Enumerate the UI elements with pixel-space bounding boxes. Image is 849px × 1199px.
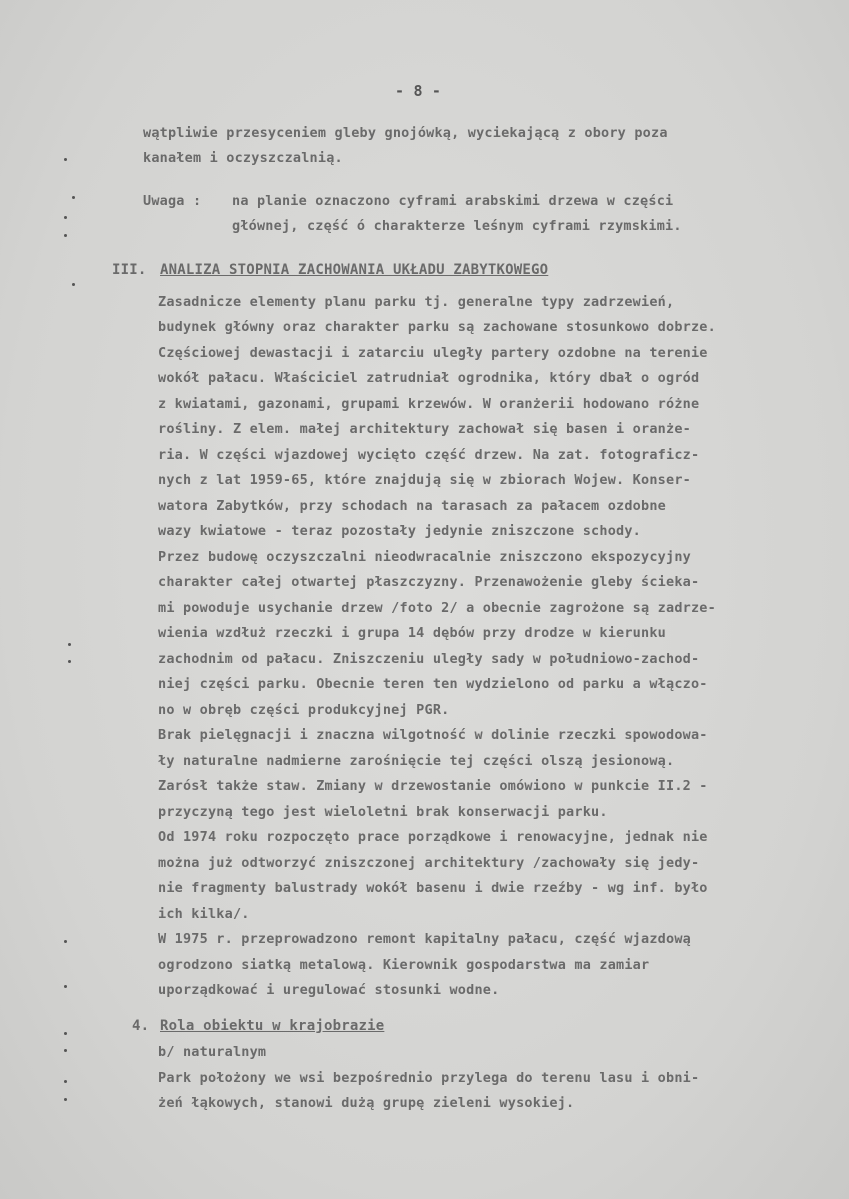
- note-line: na planie oznaczono cyframi arabskimi drzewa w części: [232, 193, 674, 209]
- margin-mark: [68, 643, 71, 646]
- page-number: - 8 -: [395, 82, 442, 100]
- text-line: uporządkować i uregulować stosunki wodne.: [158, 982, 500, 998]
- section-number: 4.: [132, 1018, 150, 1034]
- text-line: Przez budowę oczyszczalni nieodwracalnie zniszczono ekspozycyjny: [158, 549, 691, 565]
- note-label: Uwaga :: [143, 193, 202, 209]
- text-line: ria. W części wjazdowej wycięto część drzew. Na zat. fotograficz-: [158, 447, 700, 463]
- text-line: Częściowej dewastacji i zatarciu uległy partery ozdobne na terenie: [158, 345, 708, 361]
- text-line: budynek główny oraz charakter parku są zachowane stosunkowo dobrze.: [158, 319, 716, 335]
- subsection-label: b/ naturalnym: [158, 1044, 267, 1060]
- text-line: nych z lat 1959-65, które znajdują się w zbiorach Wojew. Konser-: [158, 472, 691, 488]
- margin-mark: [64, 940, 67, 943]
- text-line: nie fragmenty balustrady wokół basenu i dwie rzeźby - wg inf. było: [158, 880, 708, 896]
- text-line: W 1975 r. przeprowadzono remont kapitalny pałacu, część wjazdową: [158, 931, 691, 947]
- margin-mark: [72, 283, 75, 286]
- text-line: Zasadnicze elementy planu parku tj. generalne typy zadrzewień,: [158, 294, 675, 310]
- text-line: wazy kwiatowe - teraz pozostały jedynie zniszczone schody.: [158, 523, 642, 539]
- note-line: głównej, część ó charakterze leśnym cyframi rzymskimi.: [232, 218, 682, 234]
- margin-mark: [64, 1098, 67, 1101]
- margin-mark: [64, 158, 67, 161]
- text-line: no w obręb części produkcyjnej PGR.: [158, 702, 450, 718]
- text-line: wienia wzdłuż rzeczki i grupa 14 dębów przy drodze w kierunku: [158, 625, 666, 641]
- text-line: Od 1974 roku rozpoczęto prace porządkowe i renowacyjne, jednak nie: [158, 829, 708, 845]
- text-line: mi powoduje usychanie drzew /foto 2/ a obecnie zagrożone są zadrze-: [158, 600, 716, 616]
- text-line: ich kilka/.: [158, 906, 250, 922]
- margin-mark: [64, 985, 67, 988]
- margin-mark: [64, 234, 67, 237]
- text-line: niej części parku. Obecnie teren ten wydzielono od parku a włączo-: [158, 676, 708, 692]
- text-line: zachodnim od pałacu. Zniszczeniu uległy sady w południowo-zachod-: [158, 651, 700, 667]
- margin-mark: [64, 1049, 67, 1052]
- intro-line: kanałem i oczyszczalnią.: [143, 150, 343, 166]
- intro-line: wątpliwie przesyceniem gleby gnojówką, wyciekającą z obory poza: [143, 125, 668, 141]
- text-line: Brak pielęgnacji i znaczna wilgotność w dolinie rzeczki spowodowa-: [158, 727, 708, 743]
- text-line: żeń łąkowych, stanowi dużą grupę zieleni wysokiej.: [158, 1095, 575, 1111]
- margin-mark: [64, 1032, 67, 1035]
- text-line: ły naturalne nadmierne zarośnięcie tej części olszą jesionową.: [158, 753, 675, 769]
- section-title: ANALIZA STOPNIA ZACHOWANIA UKŁADU ZABYTKOWEGO: [160, 262, 549, 278]
- text-line: przyczyną tego jest wieloletni brak konserwacji parku.: [158, 804, 608, 820]
- text-line: charakter całej otwartej płaszczyzny. Przenawożenie gleby ścieka-: [158, 574, 700, 590]
- section-number: III.: [112, 262, 147, 278]
- margin-mark: [72, 196, 75, 199]
- margin-mark: [68, 660, 71, 663]
- text-line: ogrodzono siatką metalową. Kierownik gospodarstwa ma zamiar: [158, 957, 650, 973]
- margin-mark: [64, 1080, 67, 1083]
- text-line: Zarósł także staw. Zmiany w drzewostanie omówiono w punkcie II.2 -: [158, 778, 708, 794]
- text-line: watora Zabytków, przy schodach na tarasach za pałacem ozdobne: [158, 498, 666, 514]
- text-line: Park położony we wsi bezpośrednio przylega do terenu lasu i obni-: [158, 1070, 700, 1086]
- text-line: można już odtworzyć zniszczonej architektury /zachowały się jedy-: [158, 855, 700, 871]
- section-title: Rola obiektu w krajobrazie: [160, 1018, 385, 1034]
- text-line: wokół pałacu. Właściciel zatrudniał ogrodnika, który dbał o ogród: [158, 370, 700, 386]
- text-line: rośliny. Z elem. małej architektury zachował się basen i oranże-: [158, 421, 691, 437]
- text-line: z kwiatami, gazonami, grupami krzewów. W oranżerii hodowano różne: [158, 396, 700, 412]
- margin-mark: [64, 216, 67, 219]
